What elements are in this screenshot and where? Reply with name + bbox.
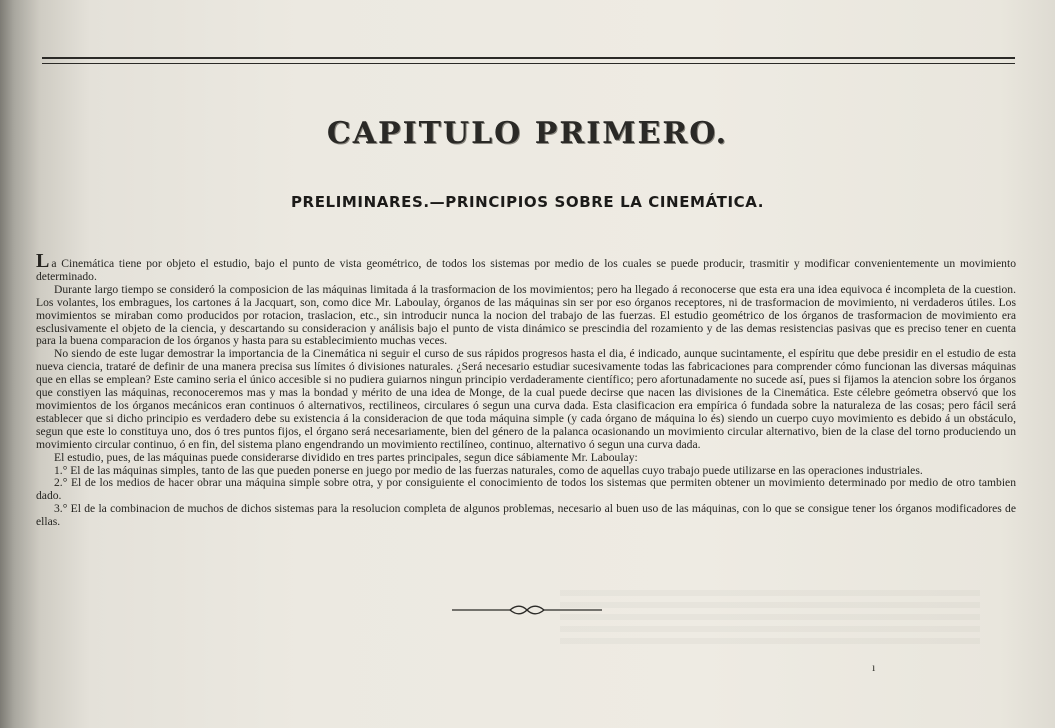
chapter-title: CAPITULO PRIMERO. [326, 116, 729, 151]
list-item-2: 2.° El de los medios de hacer obrar una máquina simple sobre otra, y por consiguiente el conocimiento de todos los sistemas que permiten obtener un movimiento determinado por medio de otro tambien dado. [36, 476, 1016, 503]
paragraph-3: No siendo de este lugar demostrar la importancia de la Cinemática ni seguir el curso de sus rápidos progresos hasta el dia, é indicado, aunque sucintamente, el espíritu que debe presidir en el estudio de esta nueva ciencia, trataré de definir de una manera precisa sus límites ó divisiones naturales. ¿Será necesario estudiar sucesivamente todas las fabricaciones para comprender cómo funcionan las diversas máquinas que en ellas se emplean? Este camino seria el único accesible si no pudiera guiarnos ningun principio verdaderamente científico; pero afortunadamente no sucede así, pues si fijamos la atencion sobre los órganos que constiyen las máquinas, reconoceremos mas y mas la bondad y mérito de una idea de Monge, de la cual puede decirse que nacen las divisiones de la Cinemática. Este célebre geómetra observó que los movimientos de los órganos mecánicos eran continuos ó alternativos, rectilineos, circulares ó segun una curva dada. Esta clasificacion era empírica ó fundada sobre la naturaleza de las cosas; pero fácil será establecer que si dicho principio es verdadero debe su existencia á la consideracion de que toda máquina simple (y cada órgano de máquina lo és) siendo un cuerpo cuyo movimiento es debido á un obstáculo, segun que este lo constituya uno, dos ó tres puntos fijos, el órgano será necesariamente, bien del género de la palanca ocasionando un movimiento circular alternativo, bien de la clase del torno produciendo un movimiento circular continuo, ó en fin, del sistema plano engendrando un movimiento rectilíneo, continuo, alternativo ó segun una curva dada. [36, 347, 1016, 451]
list-item-1: 1.° El de las máquinas simples, tanto de las que pueden ponerse en juego por medio de las fuerzas naturales, como de aquellas cuyo trabajo puede utilizarse en las operaciones industriales. [54, 463, 923, 477]
list-item-3: 3.° El de la combinacion de muchos de dichos sistemas para la resolucion completa de algunos problemas, necesario al buen uso de las máquinas, con lo que se consigue tener los órganos modificadores de ellas. [36, 502, 1016, 529]
drop-cap: L [36, 250, 50, 272]
paragraph-1 [36, 250, 1016, 284]
ink-mark: ı [872, 660, 876, 674]
top-rule [42, 57, 1015, 64]
bleed-through-shadow [560, 590, 980, 650]
paragraph-4: El estudio, pues, de las máquinas puede considerarse dividido en tres partes principales, segun dice sábiamente Mr. Laboulay: [54, 450, 638, 464]
chapter-subtitle: PRELIMINARES.—PRINCIPIOS SOBRE LA CINEMÁTICA. [290, 193, 765, 211]
paragraph-2: Durante largo tiempo se consideró la composicion de las máquinas limitada á la trasformacion de los movimientos; pero ha llegado á reconocerse que esta era una idea equivoca é incompleta de la cuestion. Los volantes, los embragues, los cartones á la Jacquart, son, como dice Mr. Laboulay, órganos de las máquinas sin ser por eso órganos receptores, ni de trasformacion de movimiento, ni verdaderos útiles. Los movimientos se miraban como producidos por rotacion, traslacion, etc., sin introducir nunca la nocion del trabajo de las fuerzas. El estudio geométrico de los órganos de trasformacion de movimiento era esclusivamente el objeto de la ciencia, y descartando su consideracion y análisis bajo el punto de vista dinámico se prescindia del rozamiento y de las demas resistencias pasivas que es preciso tener en cuenta para la buena comparacion de los órganos y hasta para su establecimiento muchas veces. [36, 282, 1016, 348]
paragraph-1-text: a Cinemática tiene por objeto el estudio, bajo el punto de vista geométrico, de todos los sistemas por medio de los cuales se puede producir, trasmitir y modificar convenientemente un movimiento determinado. [36, 257, 1016, 283]
body-text [36, 250, 1016, 529]
